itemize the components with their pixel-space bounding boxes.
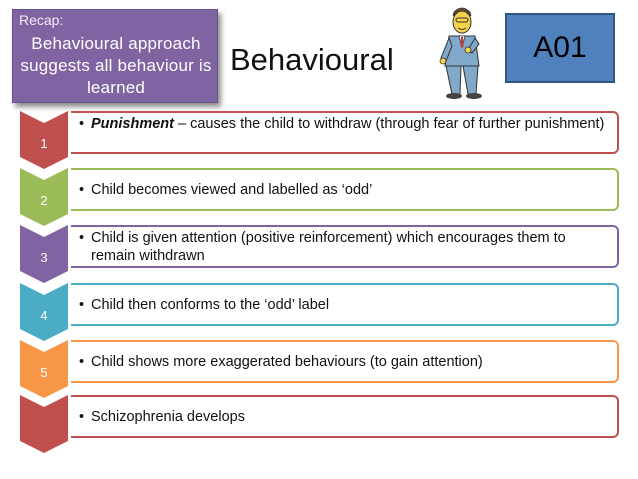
- recap-title: Recap:: [19, 12, 64, 28]
- step-row: [0, 111, 638, 169]
- step-text: Schizophrenia develops: [91, 409, 245, 425]
- step-number: 3: [40, 250, 48, 265]
- recap-box: [12, 9, 218, 103]
- bullet-icon: •: [79, 354, 85, 370]
- step-row: [0, 395, 638, 453]
- step-row: [0, 283, 638, 341]
- bullet-icon: •: [79, 182, 85, 198]
- step-number: 4: [40, 308, 48, 323]
- step-emphasis: Punishment: [91, 116, 174, 132]
- bullet-icon: •: [79, 116, 85, 132]
- step-number: 2: [40, 193, 48, 208]
- step-box: [71, 395, 619, 438]
- step-text: Punishment – causes the child to withdraw (through fear of further punishment): [91, 116, 605, 132]
- step-row: [0, 225, 638, 283]
- step-number: 1: [40, 136, 48, 151]
- step-box: [71, 225, 619, 268]
- step-row: [0, 168, 638, 226]
- step-box: [71, 340, 619, 383]
- step-text: Child then conforms to the ‘odd’ label: [91, 297, 330, 313]
- aim-badge: A01: [505, 13, 615, 83]
- step-text: Child is given attention (positive reinforcement) which encourages them to remain withdrawn: [91, 230, 566, 264]
- step-text: Child becomes viewed and labelled as ‘odd’: [91, 182, 373, 198]
- bullet-icon: •: [79, 297, 85, 313]
- step-text: Child shows more exaggerated behaviours (to gain attention): [91, 354, 483, 370]
- step-number: 5: [40, 365, 48, 380]
- recap-text: Behavioural approach suggests all behaviour is learned: [20, 34, 212, 97]
- bullet-icon: •: [79, 230, 85, 246]
- step-box: [71, 168, 619, 211]
- step-box: [71, 111, 619, 154]
- step-chevron: [20, 395, 68, 453]
- bullet-icon: •: [79, 409, 85, 425]
- page-title: Behavioural: [230, 42, 394, 77]
- step-row: [0, 340, 638, 398]
- cartoon-man-icon: [432, 6, 498, 102]
- step-box: [71, 283, 619, 326]
